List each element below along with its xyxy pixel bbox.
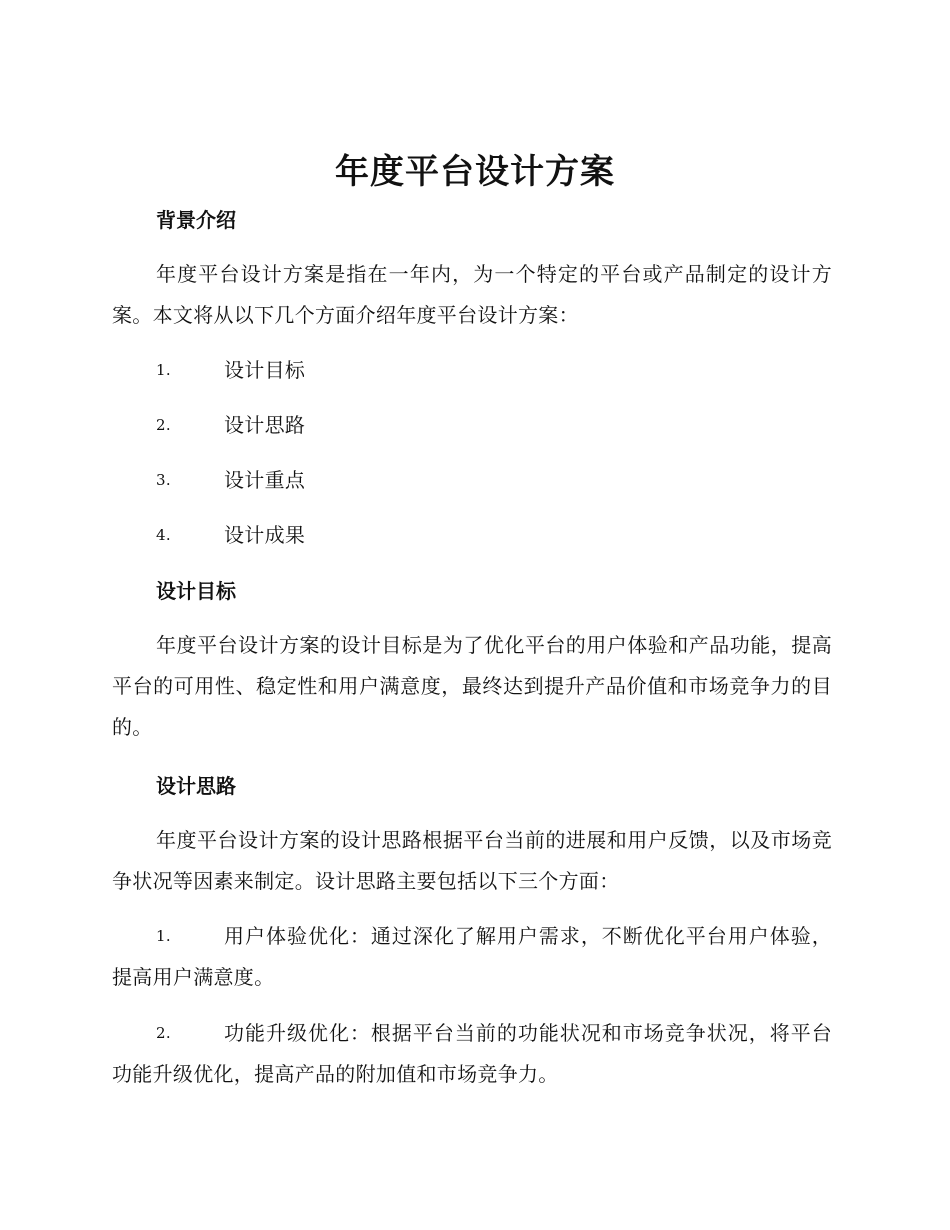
- list-item: [112, 916, 832, 998]
- document-title: 年度平台设计方案: [335, 152, 615, 192]
- list-item-text: 设计目标: [224, 358, 306, 382]
- list-item-number: 2.: [156, 1024, 171, 1042]
- list-item-number: 3.: [156, 471, 171, 489]
- list-item-text: 设计成果: [224, 523, 306, 547]
- list-item: [112, 1013, 832, 1095]
- list-item-number: 2.: [156, 416, 171, 434]
- goal-paragraph: 年度平台设计方案的设计目标是为了优化平台的用户体验和产品功能，提高平台的可用性、稳定性和用户满意度，最终达到提升产品价值和市场竞争力的目的。: [112, 633, 832, 739]
- list-item-text: 设计重点: [224, 468, 306, 492]
- section-heading-goal: 设计目标: [156, 579, 236, 603]
- section-heading-approach: 设计思路: [156, 774, 236, 798]
- background-paragraph: 年度平台设计方案是指在一年内，为一个特定的平台或产品制定的设计方案。本文将从以下几个方面介绍年度平台设计方案：: [112, 262, 832, 327]
- list-item-text: 功能升级优化：根据平台当前的功能状况和市场竞争状况，将平台功能升级优化，提高产品的附加值和市场竞争力。: [112, 1021, 832, 1086]
- section-heading-background: 背景介绍: [156, 208, 236, 232]
- list-item-text: 用户体验优化：通过深化了解用户需求，不断优化平台用户体验，提高用户满意度。: [112, 924, 832, 989]
- approach-paragraph: 年度平台设计方案的设计思路根据平台当前的进展和用户反馈，以及市场竞争状况等因素来制定。设计思路主要包括以下三个方面：: [112, 828, 832, 893]
- list-item-number: 1.: [156, 361, 171, 379]
- list-item-number: 1.: [156, 927, 171, 945]
- list-item-text: 设计思路: [224, 413, 306, 437]
- list-item-number: 4.: [156, 526, 171, 544]
